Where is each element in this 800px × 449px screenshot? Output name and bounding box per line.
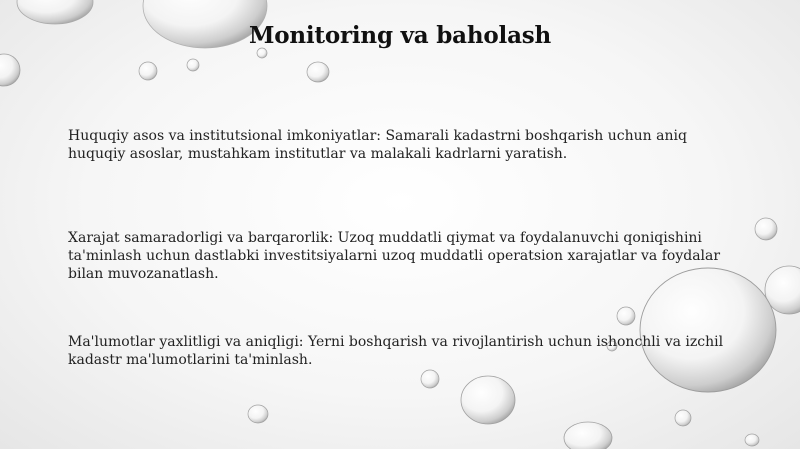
paragraph-data-integrity: Ma'lumotlar yaxlitligi va aniqligi: Yerni boshqarish va rivojlantirish uchun ishonchli va izchil kadastr ma'lumotlarini ta'minlash. [68,334,724,368]
water-drop [257,48,267,58]
paragraph-cost-efficiency: Xarajat samaradorligi va barqarorlik: Uzoq muddatli qiymat va foydalanuvchi qoniqishini ta'minlash uchun dastlabki investitsiyalarni uzoq muddatli operatsion xarajatlar va foydalar bilan muvozanatlash. [68,230,721,282]
water-drop [617,307,635,325]
water-drop [461,376,515,424]
water-drop [421,370,439,388]
water-drop [755,218,777,240]
water-drop [640,268,776,392]
paragraph-legal-framework: Huquqiy asos va institutsional imkoniyatlar: Samarali kadastrni boshqarish uchun aniq huquqiy asoslar, mustahkam institutlar va malakali kadrlarni yaratish. [68,128,687,162]
water-drop [139,62,157,80]
water-drop [248,405,268,423]
water-drop [187,59,199,71]
water-drop [745,434,759,446]
water-drop [0,54,20,86]
water-drop [307,62,329,82]
water-drop [17,0,93,24]
water-drop [675,410,691,426]
water-drop [564,422,612,449]
slide-title: Monitoring va baholash [248,22,552,49]
